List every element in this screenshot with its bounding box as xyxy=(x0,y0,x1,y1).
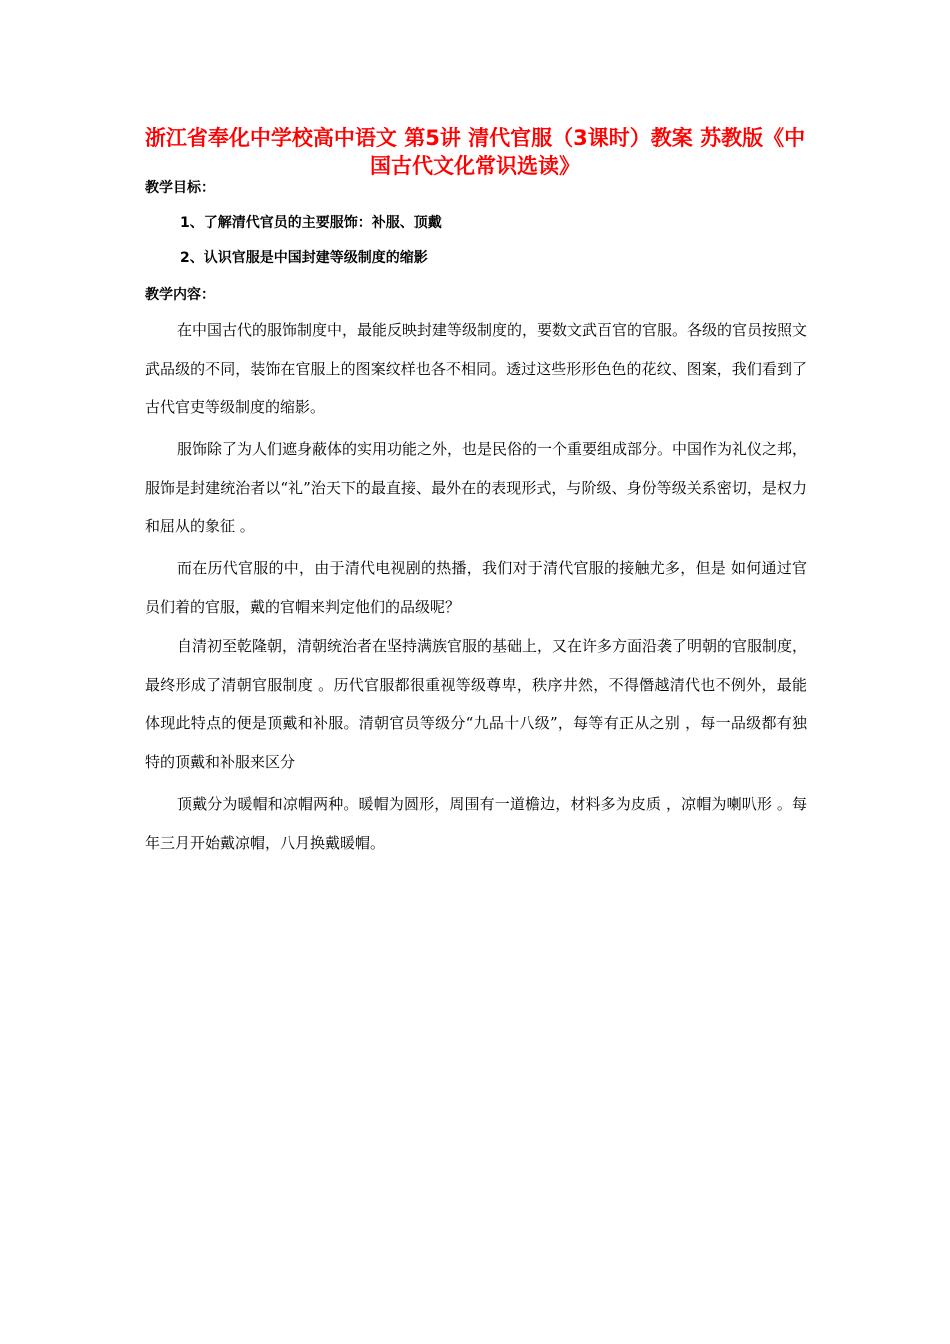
objectives-heading: 教学目标： xyxy=(145,180,215,196)
body-paragraph-4: 自清初至乾隆朝，清朝统治者在坚持满族官服的基础上，又在许多方面沿袭了明朝的官服制度，最终形成了清朝官服制度 。历代官服都很重视等级尊卑，秩序井然，不得僭越清代也不例外，最能体现此特点的便是顶戴和补服。清朝官员等级分“九品十八级”，每等有正从之别 ，每一品级都有独特的顶戴和补服来区分 xyxy=(145,637,808,771)
objective-item-2: 2、认识官服是中国封建等级制度的缩影 xyxy=(180,250,428,266)
body-paragraph-5: 顶戴分为暖帽和凉帽两种。暖帽为圆形，周围有一道檐边，材料多为皮质 ，凉帽为喇叭形 。每年三月开始戴凉帽，八月换戴暖帽。 xyxy=(145,795,807,852)
document-title: 浙江省奉化中学校高中语文 第5讲 清代官服（3课时）教案 苏教版《中国古代文化常识选读》 xyxy=(144,126,806,178)
objective-item-1: 1、了解清代官员的主要服饰：补服、顶戴 xyxy=(180,215,442,231)
body-paragraph-1: 在中国古代的服饰制度中，最能反映封建等级制度的，要数文武百官的官服。各级的官员按照文武品级的不同，装饰在官服上的图案纹样也各不相同。透过这些形形色色的花纹、图案，我们看到了古代官吏等级制度的缩影。 xyxy=(145,321,808,416)
body-paragraph-3: 而在历代官服的中，由于清代电视剧的热播，我们对于清代官服的接触尤多，但是 如何通过官员们着的官服，戴的官帽来判定他们的品级呢？ xyxy=(145,559,807,616)
body-paragraph-2: 服饰除了为人们遮身蔽体的实用功能之外，也是民俗的一个重要组成部分。中国作为礼仪之邦，服饰是封建统治者以“礼”治天下的最直接、最外在的表现形式，与阶级、身份等级关系密切，是权力和屈从的象征 。 xyxy=(145,440,808,535)
content-heading: 教学内容： xyxy=(145,287,215,303)
